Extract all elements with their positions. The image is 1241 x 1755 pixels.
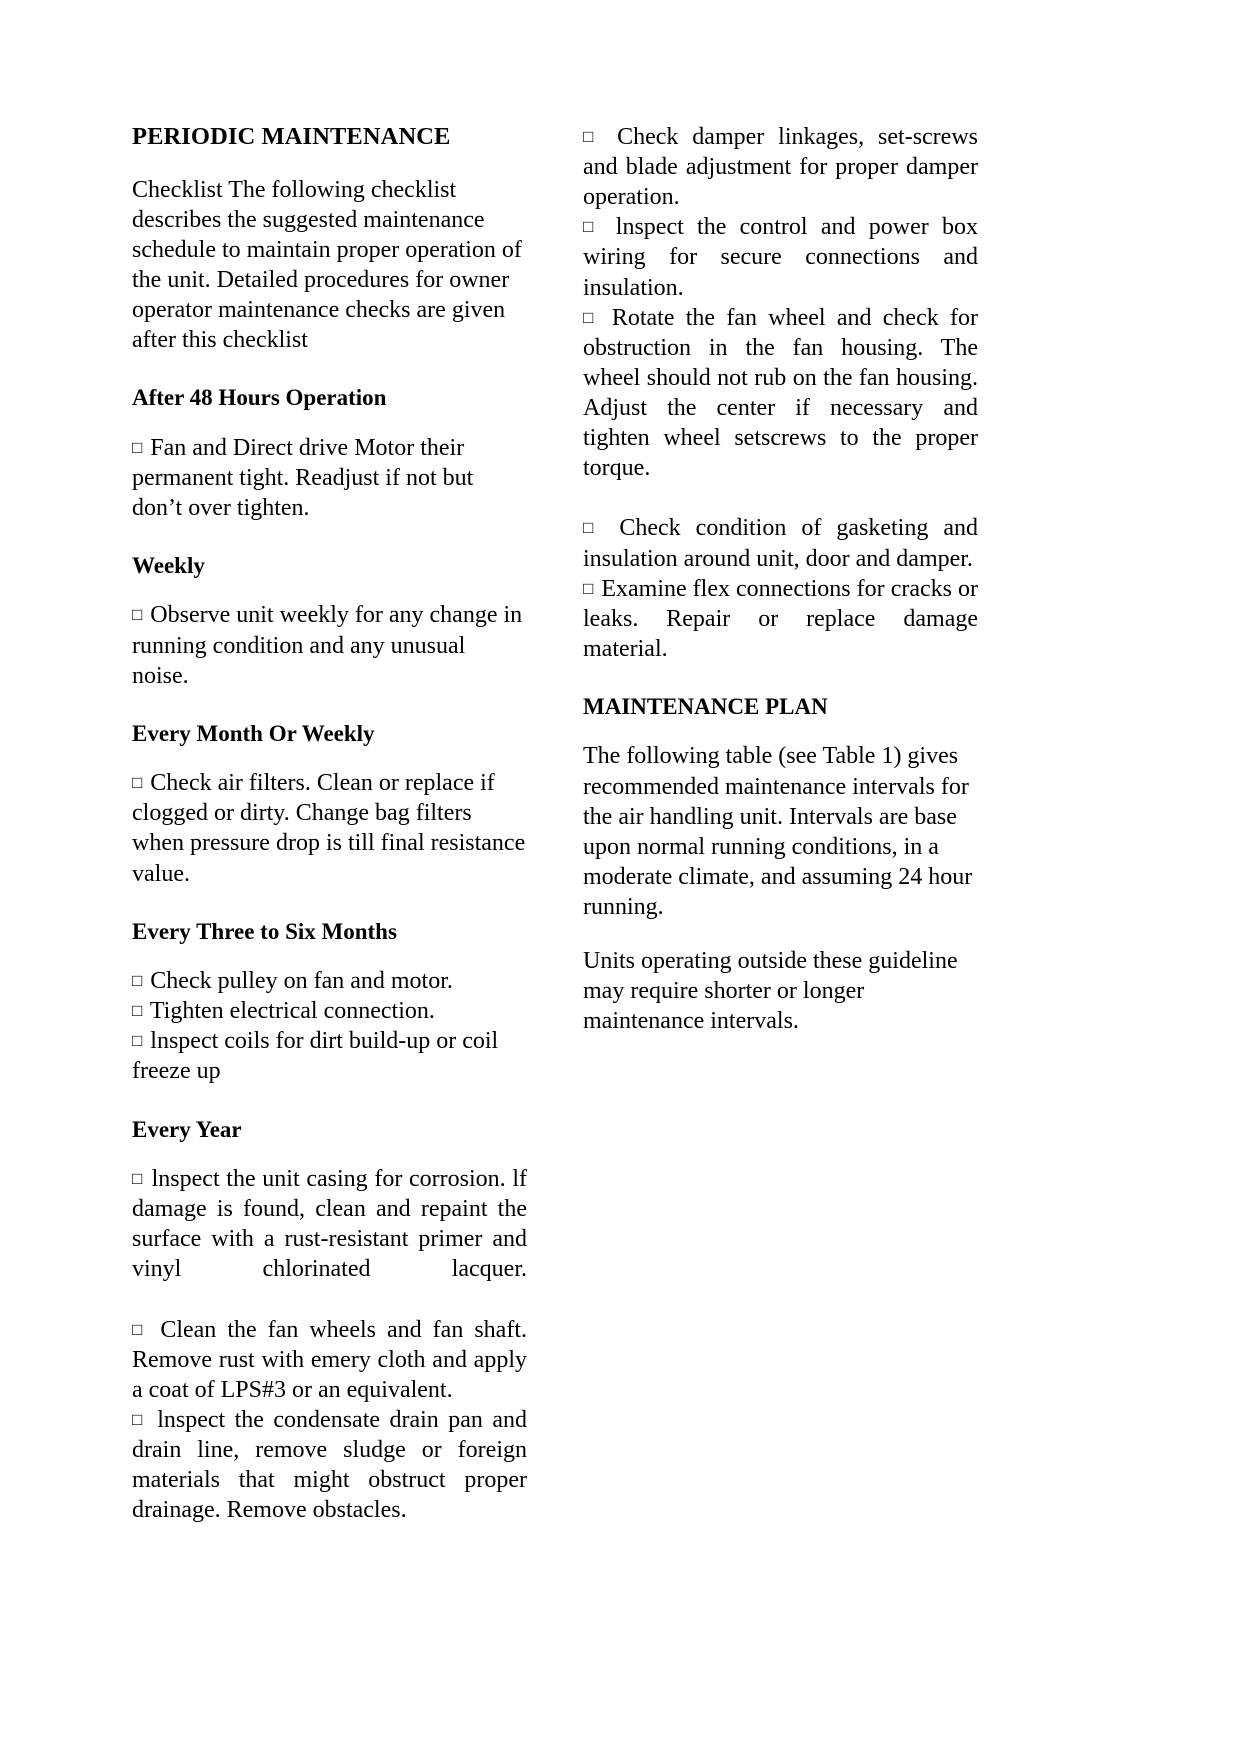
- checklist-item: [132, 1315, 527, 1405]
- checklist-item-text: Check pulley on fan and motor.: [150, 968, 453, 995]
- checklist-item-text: lnspect the unit casing for corrosion. lf damage is found, clean and repaint the surface with a rust-resistant primer and vinyl chlorinated lacquer.: [132, 1166, 527, 1283]
- checkbox-icon: □: [132, 971, 143, 991]
- checkbox-icon: □: [583, 126, 602, 146]
- section-heading-every-three-to-six-months: Every Three to Six Months: [132, 918, 397, 944]
- checklist-item-text: Examine flex connections for cracks or leaks. Repair or replace damage material.: [583, 575, 979, 662]
- checklist-item-text: Clean the fan wheels and fan shaft. Remove rust with emery cloth and apply a coat of LPS#3 or an equivalent.: [132, 1316, 527, 1403]
- checkbox-icon: □: [583, 217, 601, 237]
- two-column-layout: [132, 122, 1123, 1525]
- checklist-item: [583, 574, 978, 664]
- checkbox-icon: □: [132, 773, 143, 793]
- section-heading-maintenance-plan: MAINTENANCE PLAN: [583, 693, 828, 719]
- section-heading-weekly: Weekly: [132, 553, 205, 579]
- checkbox-icon: □: [132, 1031, 143, 1051]
- checkbox-icon: □: [132, 605, 143, 625]
- checklist-item: [132, 1026, 527, 1086]
- checklist-every-three-to-six-months: [132, 966, 527, 1086]
- checklist-item: [583, 513, 978, 573]
- checklist-item: [583, 212, 978, 302]
- checkbox-icon: □: [132, 1409, 146, 1429]
- checkbox-icon: □: [132, 437, 143, 457]
- page-title: PERIODIC MAINTENANCE: [132, 123, 451, 150]
- section-heading-every-year: Every Year: [132, 1116, 242, 1142]
- section-heading-every-month-or-weekly: Every Month Or Weekly: [132, 720, 375, 746]
- checklist-weekly: [132, 600, 527, 690]
- checklist-item-text: Observe unit weekly for any change in running condition and any unusual noise.: [132, 602, 523, 689]
- maintenance-plan-paragraph-1: The following table (see Table 1) gives recommended maintenance intervals for the air handling unit. Intervals are base upon normal running conditions, in a moderate climate, and assuming 24 hour running.: [583, 743, 973, 920]
- left-column: [132, 122, 527, 1525]
- checklist-item: [132, 433, 527, 523]
- checklist-item: [132, 600, 527, 690]
- checklist-item-text: Tighten electrical connection.: [149, 998, 435, 1025]
- checkbox-icon: □: [583, 518, 603, 538]
- checkbox-icon: □: [583, 307, 599, 327]
- section-heading-after-48-hours: After 48 Hours Operation: [132, 385, 387, 411]
- checkbox-icon: □: [132, 1001, 143, 1021]
- checklist-after-48-hours: [132, 433, 527, 523]
- checklist-item-text: Rotate the fan wheel and check for obstruction in the fan housing. The wheel should not rub on the fan housing. Adjust the center if necessary and tighten wheel setscrews to the proper torque.: [583, 304, 978, 482]
- checklist-item-text: Check condition of gasketing and insulation around unit, door and damper.: [583, 515, 979, 572]
- checkbox-icon: □: [132, 1319, 148, 1339]
- checklist-item-text: lnspect coils for dirt build-up or coil freeze up: [132, 1028, 499, 1085]
- checklist-item: [132, 768, 527, 888]
- checklist-every-year-continued: [583, 122, 978, 664]
- checklist-item: [132, 1405, 527, 1525]
- checklist-item-text: Check damper linkages, set-screws and blade adjustment for proper damper operation.: [583, 124, 978, 211]
- checklist-item: [583, 303, 978, 514]
- maintenance-plan-paragraph-2: Units operating outside these guideline may require shorter or longer maintenance intervals.: [583, 948, 958, 1035]
- checklist-item-text: lnspect the condensate drain pan and drain line, remove sludge or foreign materials that might obstruct proper drainage. Remove obstacles.: [132, 1406, 527, 1524]
- checklist-item: [583, 122, 978, 212]
- checklist-item-text: Check air filters. Clean or replace if clogged or dirty. Change bag filters when pressure drop is till final resistance value.: [132, 770, 526, 887]
- intro-paragraph: Checklist The following checklist describes the suggested maintenance schedule to maintain proper operation of the unit. Detailed procedures for owner operator maintenance checks are given after this checklist: [132, 176, 522, 354]
- checklist-item-text: lnspect the control and power box wiring for secure connections and insulation.: [583, 214, 978, 301]
- checklist-item: [132, 996, 527, 1026]
- checklist-item-text: Fan and Direct drive Motor their permanent tight. Readjust if not but don’t over tighten.: [132, 434, 474, 521]
- checklist-every-month-or-weekly: [132, 768, 527, 888]
- checkbox-icon: □: [132, 1168, 143, 1188]
- checkbox-icon: □: [583, 578, 594, 598]
- checklist-item: [132, 966, 527, 996]
- right-column: [583, 122, 978, 1036]
- checklist-item: [132, 1164, 527, 1315]
- checklist-every-year: [132, 1164, 527, 1525]
